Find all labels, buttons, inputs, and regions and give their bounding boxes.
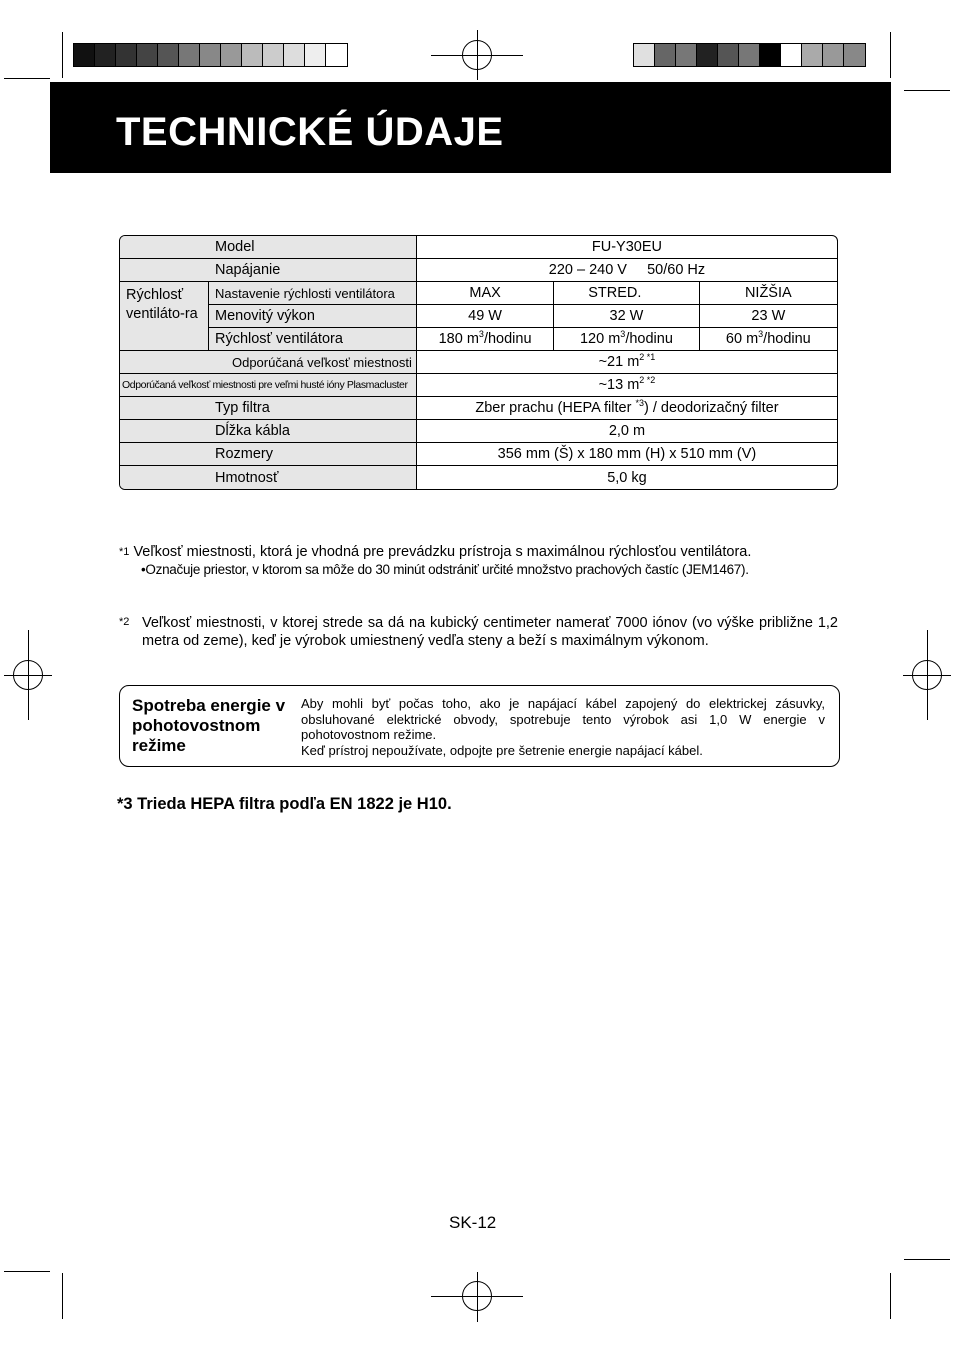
filter-value: Zber prachu (HEPA filter $^{*3}$) / deodorizačný filter [417, 397, 837, 420]
rated-power-mid: 32 W [554, 305, 699, 328]
fan-setting-max: MAX [417, 282, 554, 305]
table-row [120, 259, 837, 282]
rated-power-max: 49 W [417, 305, 554, 328]
footnote-1 [119, 543, 839, 561]
fan-setting-label: Nastavenie rýchlosti ventilátora [209, 282, 417, 305]
color-swatch [200, 44, 221, 66]
color-swatch [760, 44, 781, 66]
color-swatch [802, 44, 823, 66]
table-row [120, 420, 837, 443]
fan-setting-mid: STRED. [554, 282, 699, 305]
footnote-1-bullet: •Označuje priestor, v ktorom sa môže do 30 minút odstrániť určité množstvo prachových častíc (JEM1467). [141, 562, 749, 577]
footnote-1-mark: *1 [119, 546, 130, 558]
fan-setting-low: NIŽŠIA [700, 282, 837, 305]
table-row [120, 466, 837, 489]
weight-value: 5,0 kg [607, 469, 647, 486]
color-calibration-bar-right [633, 43, 866, 67]
color-swatch [844, 44, 865, 66]
footnote-2-mark: *2 [119, 616, 130, 628]
color-swatch [74, 44, 95, 66]
page-title: TECHNICKÉ ÚDAJE [116, 110, 504, 154]
color-swatch [718, 44, 739, 66]
color-swatch [116, 44, 137, 66]
specifications-table [119, 235, 838, 490]
color-swatch [221, 44, 242, 66]
hepa-note: *3 Trieda HEPA filtra podľa EN 1822 je H10. [117, 795, 452, 813]
color-swatch [823, 44, 844, 66]
footnote-1-text: Veľkosť miestnosti, ktorá je vhodná pre prevádzku prístroja s maximálnou rýchlosťou ventilátora. [133, 544, 752, 560]
table-row [120, 443, 837, 466]
color-swatch [739, 44, 760, 66]
weight-label: Hmotnosť [120, 466, 417, 489]
table-row [120, 328, 837, 351]
table-row [120, 351, 837, 374]
color-swatch [634, 44, 655, 66]
dimensions-label: Rozmery [120, 443, 417, 466]
standby-body: Aby mohli byť počas toho, ako je napájací kábel zapojený do elektrickej zásuvky, obsluhované elektrické obvody, spotrebuje tento výrobok asi 1,0 W energie v pohotovostnom režime. Keď prístroj nepoužívate, odpojte pre šetrenie energie napájací kábel. [301, 696, 825, 758]
rated-power-label: Menovitý výkon [209, 305, 417, 328]
room-size-value: ~21 $m^{2 *1}$ [417, 351, 837, 374]
power-label: Napájanie [120, 259, 417, 282]
table-row [120, 236, 837, 259]
cable-label: Dĺžka kábla [120, 420, 417, 443]
color-swatch [326, 44, 347, 66]
color-swatch [305, 44, 326, 66]
fan-group-label: Rýchlosť ventiláto-ra [120, 282, 209, 351]
color-swatch [137, 44, 158, 66]
color-swatch [781, 44, 802, 66]
fan-speed-mid: 120 $m^3$/hodinu [554, 328, 699, 351]
rated-power-low: 23 W [700, 305, 837, 328]
color-swatch [284, 44, 305, 66]
color-swatch [158, 44, 179, 66]
footnote-2-text: Veľkosť miestnosti, v ktorej strede sa dá na kubický centimeter namerať 7000 iónov (vo výške približne 1,2 metra od zeme), keď je výrobok umiestnený vedľa steny a beží s maximálnym výkonom. [142, 615, 838, 649]
plasma-room-value: ~13 $m^{2 *2}$ [417, 374, 837, 397]
title-banner [50, 82, 891, 173]
table-row [120, 305, 837, 328]
cable-value: 2,0 m [417, 420, 837, 443]
fan-speed-low: 60 $m^3$/hodinu [700, 328, 837, 351]
color-swatch [697, 44, 718, 66]
room-size-label: Odporúčaná veľkosť miestnosti [120, 351, 417, 374]
filter-label: Typ filtra [120, 397, 417, 420]
color-swatch [179, 44, 200, 66]
plasma-room-label: Odporúčaná veľkosť miestnosti pre veľmi husté ióny Plasmacluster [120, 374, 417, 397]
model-label: Model [120, 236, 417, 259]
table-row [120, 397, 837, 420]
color-swatch [242, 44, 263, 66]
color-swatch [676, 44, 697, 66]
color-swatch [655, 44, 676, 66]
color-swatch [95, 44, 116, 66]
page-number: SK-12 [449, 1213, 497, 1232]
fan-speed-label: Rýchlosť ventilátora [209, 328, 417, 351]
standby-heading: Spotreba energie v pohotovostnom režime [132, 696, 286, 755]
color-swatch [263, 44, 284, 66]
power-value: 220 – 240 V 50/60 Hz [417, 259, 837, 282]
fan-speed-max: 180 $m^3$/hodinu [417, 328, 554, 351]
standby-power-box [119, 685, 840, 767]
dimensions-value: 356 mm (Š) x 180 mm (H) x 510 mm (V) [417, 443, 837, 466]
color-calibration-bar-left [73, 43, 348, 67]
model-value: FU-Y30EU [417, 236, 837, 259]
table-row [120, 374, 837, 397]
table-row [120, 282, 837, 305]
